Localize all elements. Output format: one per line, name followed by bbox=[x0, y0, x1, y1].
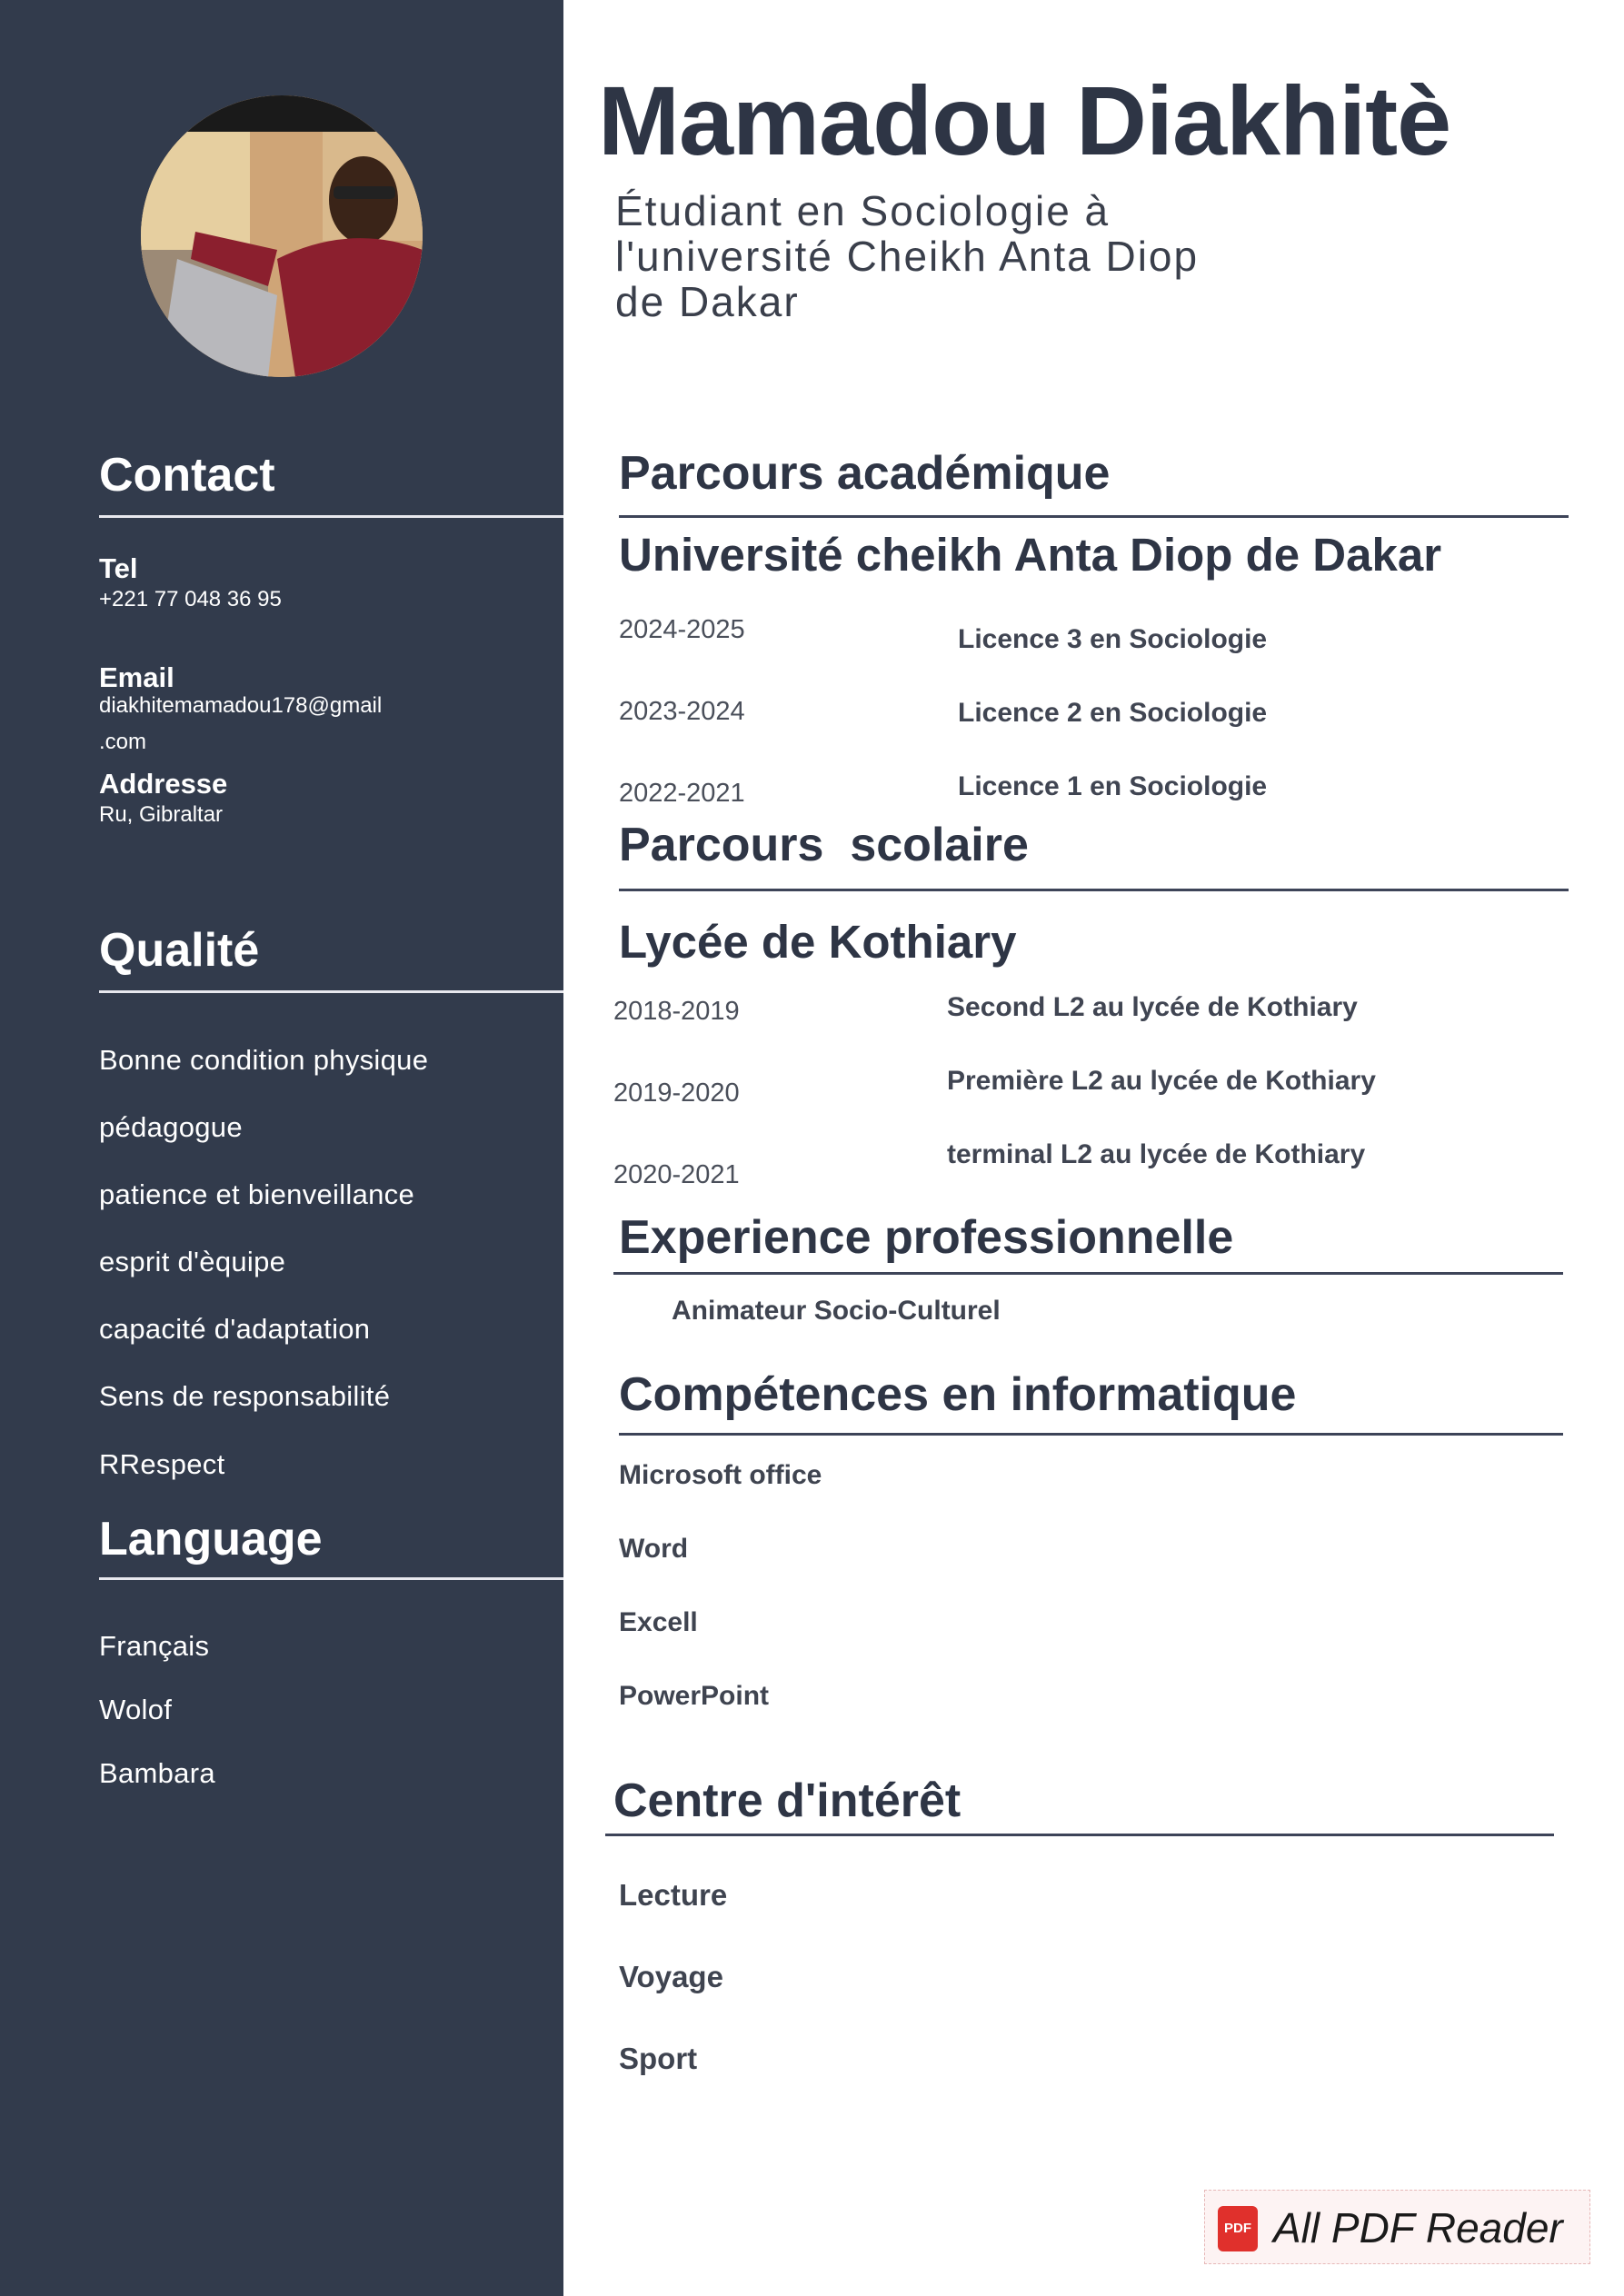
contact-divider bbox=[99, 515, 563, 518]
informatique-item: Microsoft office bbox=[619, 1460, 822, 1490]
qualite-title: Qualité bbox=[99, 924, 260, 977]
experience-title: Experience professionnelle bbox=[619, 1211, 1234, 1264]
qualite-item: Sens de responsabilité bbox=[99, 1380, 391, 1412]
experience-divider bbox=[613, 1272, 1563, 1275]
subtitle-line: Étudiant en Sociologie à bbox=[615, 187, 1111, 234]
academic-title: Parcours académique bbox=[619, 447, 1111, 500]
tel-label: Tel bbox=[99, 552, 138, 584]
page-title-name: Mamadou Diakhitè bbox=[598, 65, 1451, 175]
interets-divider bbox=[605, 1834, 1554, 1836]
qualite-item: Bonne condition physique bbox=[99, 1044, 429, 1076]
informatique-item: Word bbox=[619, 1534, 689, 1564]
qualite-item: pédagogue bbox=[99, 1111, 243, 1143]
pdf-icon: PDF bbox=[1218, 2206, 1258, 2251]
qualite-item: RRespect bbox=[99, 1448, 225, 1480]
academic-school: Université cheikh Anta Diop de Dakar bbox=[619, 529, 1442, 581]
email-value-line2: .com bbox=[99, 730, 147, 754]
informatique-divider bbox=[619, 1433, 1563, 1436]
academic-year: 2023-2024 bbox=[619, 697, 745, 726]
tel-value: +221 77 048 36 95 bbox=[99, 587, 282, 611]
academic-degree: Licence 1 en Sociologie bbox=[958, 771, 1268, 801]
interets-title: Centre d'intérêt bbox=[613, 1774, 961, 1827]
academic-degree: Licence 3 en Sociologie bbox=[958, 624, 1268, 654]
contact-title: Contact bbox=[99, 449, 275, 502]
interet-item: Voyage bbox=[619, 1960, 723, 1993]
language-item: Wolof bbox=[99, 1694, 173, 1725]
qualite-item: capacité d'adaptation bbox=[99, 1313, 371, 1345]
academic-year: 2024-2025 bbox=[619, 615, 745, 644]
scolaire-year: 2018-2019 bbox=[613, 997, 740, 1026]
informatique-item: PowerPoint bbox=[619, 1681, 770, 1711]
language-item: Français bbox=[99, 1630, 210, 1662]
qualite-item: patience et bienveillance bbox=[99, 1178, 415, 1210]
scolaire-year: 2020-2021 bbox=[613, 1160, 740, 1189]
email-label: Email bbox=[99, 661, 174, 693]
scolaire-degree: terminal L2 au lycée de Kothiary bbox=[947, 1139, 1366, 1169]
academic-degree: Licence 2 en Sociologie bbox=[958, 698, 1268, 728]
badge-label: All PDF Reader bbox=[1273, 2204, 1563, 2251]
experience-item: Animateur Socio-Culturel bbox=[672, 1296, 1001, 1326]
informatique-item: Excell bbox=[619, 1607, 698, 1637]
subtitle-line: l'université Cheikh Anta Diop bbox=[615, 233, 1200, 280]
academic-year: 2022-2021 bbox=[619, 779, 745, 808]
profile-photo bbox=[141, 95, 423, 377]
scolaire-school: Lycée de Kothiary bbox=[619, 916, 1017, 968]
scolaire-degree: Second L2 au lycée de Kothiary bbox=[947, 992, 1358, 1022]
scolaire-title: Parcours scolaire bbox=[619, 819, 1029, 871]
qualite-item: esprit d'èquipe bbox=[99, 1246, 286, 1277]
profile-photo-illustration bbox=[141, 95, 423, 377]
address-value: Ru, Gibraltar bbox=[99, 802, 224, 827]
informatique-title: Compétences en informatique bbox=[619, 1368, 1297, 1421]
subtitle-line: de Dakar bbox=[615, 278, 800, 325]
email-value-line1: diakhitemamadou178@gmail bbox=[99, 693, 383, 718]
qualite-divider bbox=[99, 990, 563, 993]
interet-item: Lecture bbox=[619, 1878, 728, 1912]
interet-item: Sport bbox=[619, 2042, 698, 2075]
app-badge[interactable] bbox=[1204, 2190, 1590, 2264]
language-item: Bambara bbox=[99, 1757, 215, 1789]
academic-divider bbox=[619, 515, 1569, 518]
scolaire-year: 2019-2020 bbox=[613, 1078, 740, 1108]
language-divider bbox=[99, 1577, 563, 1580]
address-label: Addresse bbox=[99, 768, 228, 800]
language-title: Language bbox=[99, 1513, 323, 1565]
scolaire-divider bbox=[619, 889, 1569, 891]
scolaire-degree: Première L2 au lycée de Kothiary bbox=[947, 1066, 1376, 1096]
